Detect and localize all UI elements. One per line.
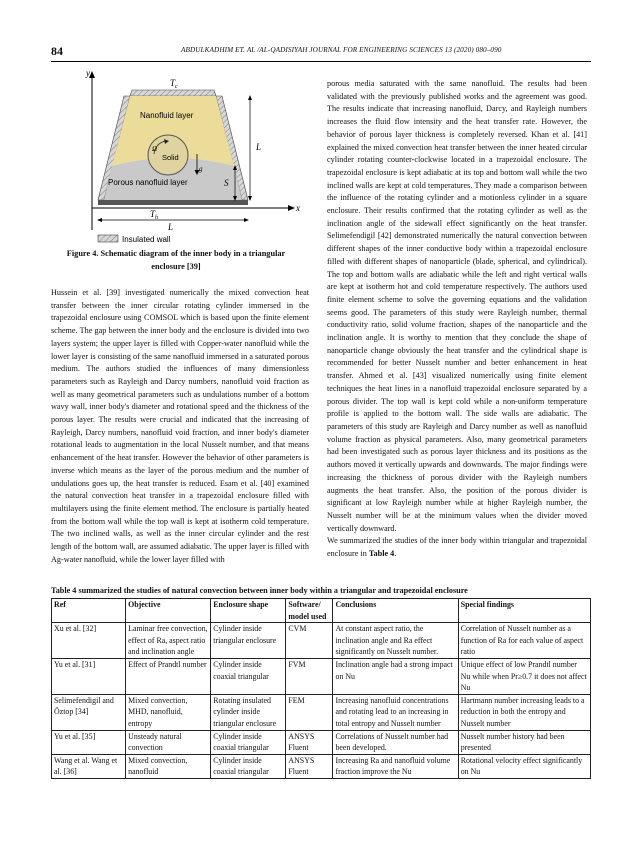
nanofluid-layer-label: Nanofluid layer [140, 111, 194, 120]
cell-objective: Mixed convection, MHD, nanofluid, entropy [126, 694, 211, 730]
cell-enclosure: Cylinder inside coaxial triangular [211, 730, 286, 754]
table-4 [51, 598, 591, 779]
cell-objective: Effect of Prandtl number [126, 658, 211, 694]
cell-findings: Nusselt number history had been presented [458, 730, 590, 754]
header-ref: Ref [52, 599, 126, 623]
cell-enclosure: Rotating insulated cylinder inside triangular enclosure [211, 694, 286, 730]
cell-ref: Wang et al. Wang et al. [36] [52, 754, 126, 778]
right-column-text [327, 78, 587, 561]
cell-enclosure: Cylinder inside triangular enclosure [211, 623, 286, 659]
cell-ref: Yu et al. [31] [52, 658, 126, 694]
table-row [52, 694, 591, 730]
cell-software: CVM [286, 623, 333, 659]
x-axis-label: x [296, 203, 300, 213]
cell-software: FVM [286, 658, 333, 694]
legend-label: Insulated wall [122, 235, 171, 244]
S-label: S [224, 178, 229, 188]
cell-findings: Unique effect of low Prandtl number Nu while when Pr≥0.7 it does not affect Nu [458, 658, 590, 694]
table-row [52, 658, 591, 694]
g-label: g [199, 165, 203, 173]
legend-swatch [98, 235, 118, 242]
header-software: Software/ model used [286, 599, 333, 623]
cell-conclusions: Inclination angle had a strong impact on Nu [333, 658, 458, 694]
y-axis-label: y [86, 68, 90, 78]
header-conclusions: Conclusions [333, 599, 458, 623]
omega-label: Ω [152, 145, 158, 153]
solid-label: Solid [162, 153, 179, 162]
header-rule [51, 61, 591, 62]
cell-software: FEM [286, 694, 333, 730]
table-row [52, 623, 591, 659]
cell-findings: Rotational velocity effect significantly on Nu [458, 754, 590, 778]
tc-label: $T_c$ [170, 78, 178, 90]
cell-objective: Laminar free convection, effect of Ra, aspect ratio and inclination angle [126, 623, 211, 659]
L-bottom-label: L [168, 222, 174, 232]
right-paragraph-2: We summarized the studies of the inner body within triangular and trapezoidal enclosure in Table 4. [327, 536, 587, 559]
bottom-heated-wall [98, 200, 248, 205]
table-row [52, 754, 591, 778]
cell-ref: Selimefendigil and Öztop [34] [52, 694, 126, 730]
page-number: 84 [51, 44, 63, 58]
figure-caption-line-1: Figure 4. Schematic diagram of the inner body in a triangular [66, 249, 286, 258]
header-special-findings: Special findings [458, 599, 590, 623]
cell-findings: Correlation of Nusselt number as a function of Ra for each value of aspect ratio [458, 623, 590, 659]
cell-ref: Yu et al. [35] [52, 730, 126, 754]
cell-findings: Hartmann number increasing leads to a reduction in both the entropy and Nusselt number [458, 694, 590, 730]
left-paragraph: Hussein et al. [39] investigated numerically the mixed convection heat transfer between the inner circular rotating cylinder immersed in the trapezoidal enclosure using COMSOL which is based upon the finite element scheme. The gap between the inner body and the enclosure is divided into two layers system; the upper layer is filled with Copper-water nanofluid while the lower layer is consisting of the same nanofluid immersed in a saturated porous medium. The authors studied the influences of many dimensionless parameters such as Rayleigh and Darcy numbers, nanofluid void fraction as well as many geometrical parameters such as undulations number of a bottom wavy wall, inner body's diameter and rotational speed and the thickness of the porous layer. The results were crucial and indicated that the increasing of Rayleigh, Darcy numbers, nanofluid void fraction, and inner body's diameter rotational leads to augmentation in the local Nusselt number, and that means enhancement of the heat transfer. However the behavior of other parameters is inverse which means as the layer of the porous medium and the number of undulations goes up, the heat transfer is reduced. Esam et al. [40] examined the natural convection heat transfer in a trapezoidal enclosure filled with multilayers using the finite element method. The enclosure is partially heated from the bottom wall while the top wall is kept at isotherm cold temperature. The two inclined walls, as well as the inner circular cylinder and the rest length of the bottom wall, are assumed adiabatic. The upper layer is filled with Ag-water nanofluid, while the lower layer filled with [51, 288, 309, 564]
table-4-reference: Table 4 [368, 549, 395, 559]
table-row [52, 730, 591, 754]
right-paragraph-1: porous media saturated with the same nanofluid. The results had been validated with the previously published works and the agreement was good. The results indicate that increasing nanofluid, Darcy, and Rayleigh numbers increases the fluid flow intensity and the heat transfer rate. However, the behavior of porous layer thickness is completely reversed. Khan et al. [41] explained the mixed convection heat transfer between the inner heated circular cylinder rotating counter-clockwise located in a trapezoidal enclosure. The trapezoidal enclosure is kept adiabatic at its top and bottom wall while the two inclined walls are kept at cold temperatures. They made a comparison between the influence of the rotating cylinder and a motionless cylinder in a square enclosure. Their results confirmed that the rotating cylinder as well as the inclination angle of the sidewall effect significantly on the heat transfer. Selimefendigil [42] demonstrated numerically the natural convection between different shapes of the inner conductive body within a trapezoidal enclosure filled with different shapes of nanoparticle (blade, spherical, and cylindrical). The top and bottom walls are adiabatic while the left and right vertical walls are kept at isotherm hot and cold temperature respectively. The authors used finite element scheme to solve the governing equations and the validation seems good. The parameters of this study were Rayleigh number, thermal conductivity ratio, solid volume fraction, shapes of the nanoparticle and the inclination angle. It is worthy to mention that they conclude the shape of nanoparticle change obviously the heat transfer and the cylindrical shape is recommended for better Nusselt number and better enhancement in heat transfer. Ahmed et al. [43] visualized numerically using finite element techniques the heat lines in a nanofluid trapezoidal enclosure separated by a porous divider. The top wall is kept cold while a non-uniform temperature profile is applied to the bottom wall. The side walls are adiabatic. The parameters of this study are Rayleigh and Darcy number as well as nanofluid volume fraction as physical parameters. Also, many geometrical parameters had been investigated such as porous layer thickness and its positions as the authors moved it vertically upwards and downwards. The major findings were increasing the thickness of porous divider with the Rayleigh numbers augments the heat transfer. Also, the position of the porous divider is significant at low Rayleigh number while at higher Rayleigh number, the Nusselt number will be at the minimum values when the divider moved vertically downward. [327, 79, 587, 533]
cell-conclusions: Increasing Ra and nanofluid volume fraction improve the Nu [333, 754, 458, 778]
schematic-diagram [80, 68, 310, 248]
table-header-row [52, 599, 591, 623]
figure-caption [54, 248, 298, 273]
cell-ref: Xu et al. [32] [52, 623, 126, 659]
cell-objective: Unsteady natural convection [126, 730, 211, 754]
header-enclosure-shape: Enclosure shape [211, 599, 286, 623]
cell-software: ANSYS Fluent [286, 730, 333, 754]
cell-conclusions: Correlations of Nusselt number had been developed. [333, 730, 458, 754]
header-objective: Objective [126, 599, 211, 623]
cell-conclusions: Increasing nanofluid concentrations and rotating lead to an increasing in total entropy and Nusselt number [333, 694, 458, 730]
figure-caption-line-2: enclosure [39] [151, 261, 201, 271]
cell-enclosure: Cylinder inside coaxial triangular [211, 658, 286, 694]
L-right-label: L [256, 142, 262, 152]
cell-software: ANSYS Fluent [286, 754, 333, 778]
left-column-text [51, 287, 309, 566]
running-head: ABDULKADHIM ET. AL /AL-QADISIYAH JOURNAL FOR ENGINEERING SCIENCES 13 (2020) 080–090 [181, 46, 502, 54]
cell-enclosure: Cylinder inside coaxial triangular [211, 754, 286, 778]
th-label: $T_h$ [150, 209, 159, 221]
cell-conclusions: At constant aspect ratio, the inclination angle and Ra effect significantly on Nusselt number. [333, 623, 458, 659]
cell-objective: Mixed convection, nanofluid [126, 754, 211, 778]
porous-layer-label: Porous nanofluid layer [108, 178, 188, 187]
page-header [51, 44, 591, 58]
table-title: Table 4 summarized the studies of natural convection between inner body within a triangular and trapezoidal enclosure [51, 586, 468, 595]
figure-4-schematic [80, 68, 310, 248]
top-wall [130, 90, 216, 96]
